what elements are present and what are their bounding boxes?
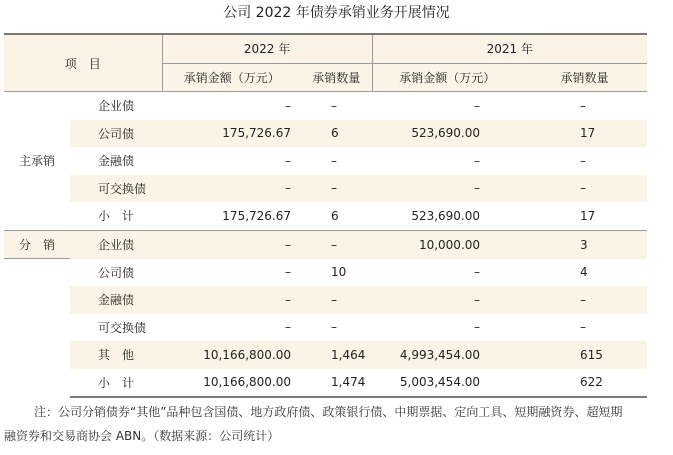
cell-count-2022: 10: [331, 265, 347, 280]
footnote-line-1: 注：公司分销债券“其他”品种包含国债、地方政府债、政策银行债、中期票据、定向工具、短期融资券、超短期: [34, 405, 623, 419]
header-count-2021: 承销数量: [522, 63, 647, 92]
cell-amount-2022: –: [285, 98, 292, 113]
row-item: 金融债: [98, 154, 135, 169]
footnote-line-2: 融资券和交易商协会 ABN。（数据来源：公司统计）: [4, 429, 280, 443]
table-row: [4, 147, 647, 175]
table-row: [4, 120, 647, 148]
cell-amount-2022: –: [285, 320, 292, 335]
table-row: [4, 286, 647, 314]
cell-amount-2022: 10,166,800.00: [203, 347, 292, 362]
cell-amount-2021: –: [474, 153, 481, 168]
row-item: 公司债: [98, 265, 135, 280]
row-item: 小 计: [70, 369, 162, 398]
cell-count-2022: –: [331, 181, 338, 196]
cell-amount-2022: –: [285, 292, 292, 307]
cell-count-2021: 3: [522, 230, 647, 259]
cell-count-2022: –: [331, 292, 338, 307]
header-project: 项 目: [4, 34, 162, 92]
cell-count-2021: 622: [522, 369, 647, 398]
cell-amount-2022: 10,166,800.00: [162, 369, 301, 398]
table-footnote: [4, 400, 664, 448]
group-label-lead: 主承销: [18, 154, 55, 169]
cell-count-2022: –: [301, 230, 372, 259]
cell-count-2021: –: [580, 292, 587, 307]
cell-amount-2021: –: [474, 292, 481, 307]
table-row: [4, 92, 647, 120]
table-row-subtotal: [4, 202, 647, 230]
cell-count-2022: –: [331, 153, 338, 168]
table-row-subtotal: [4, 369, 647, 398]
header-row-years: [4, 34, 647, 63]
cell-amount-2022: –: [162, 230, 301, 259]
cell-amount-2021: –: [474, 98, 481, 113]
cell-amount-2021: 5,003,454.00: [372, 369, 522, 398]
page-title: 公司 2022 年债券承销业务开展情况: [223, 5, 450, 21]
cell-count-2022: –: [331, 98, 338, 113]
header-year-2021: 2021 年: [372, 34, 647, 63]
cell-count-2021: 615: [580, 347, 603, 362]
table-row: [4, 314, 647, 342]
cell-count-2021: 17: [580, 126, 596, 141]
header-amount-2021: 承销金额（万元）: [372, 63, 522, 92]
header-amount-2022: 承销金额（万元）: [162, 63, 301, 92]
group-label-distribution: 分 销: [4, 230, 70, 259]
cell-amount-2021: 4,993,454.00: [399, 347, 481, 362]
header-count-2022: 承销数量: [301, 63, 372, 92]
row-item: 其 他: [98, 348, 135, 363]
cell-amount-2022: –: [285, 181, 292, 196]
row-item: 金融债: [98, 293, 135, 308]
row-item: 小 计: [98, 209, 135, 224]
cell-count-2021: 4: [580, 265, 588, 280]
row-item: 企业债: [98, 99, 135, 114]
table-row: [4, 341, 647, 369]
cell-count-2022: 1,464: [331, 347, 366, 362]
table-row: [4, 259, 647, 287]
table-row: [4, 230, 647, 259]
cell-amount-2021: 10,000.00: [372, 230, 522, 259]
row-item: 可交换债: [98, 181, 147, 196]
cell-amount-2022: 175,726.67: [222, 208, 292, 223]
row-item: 公司债: [98, 126, 135, 141]
cell-count-2021: –: [580, 153, 587, 168]
cell-amount-2021: –: [474, 181, 481, 196]
cell-count-2022: –: [331, 320, 338, 335]
cell-amount-2021: –: [474, 265, 481, 280]
cell-count-2022: 1,474: [301, 369, 372, 398]
underwriting-table: [4, 33, 647, 398]
cell-amount-2022: 175,726.67: [222, 126, 292, 141]
cell-count-2022: 6: [331, 208, 339, 223]
cell-count-2021: –: [580, 181, 587, 196]
cell-count-2021: –: [580, 98, 587, 113]
cell-amount-2021: –: [474, 320, 481, 335]
table-row: [4, 175, 647, 203]
cell-count-2022: 6: [331, 126, 339, 141]
group-label-blank: [4, 259, 70, 398]
cell-count-2021: –: [580, 320, 587, 335]
cell-amount-2022: –: [285, 153, 292, 168]
header-year-2022: 2022 年: [162, 34, 372, 63]
row-item: 企业债: [70, 230, 162, 259]
cell-amount-2022: –: [285, 265, 292, 280]
row-item: 可交换债: [98, 320, 147, 335]
cell-count-2021: 17: [580, 208, 596, 223]
cell-amount-2021: 523,690.00: [411, 126, 481, 141]
cell-amount-2021: 523,690.00: [411, 208, 481, 223]
